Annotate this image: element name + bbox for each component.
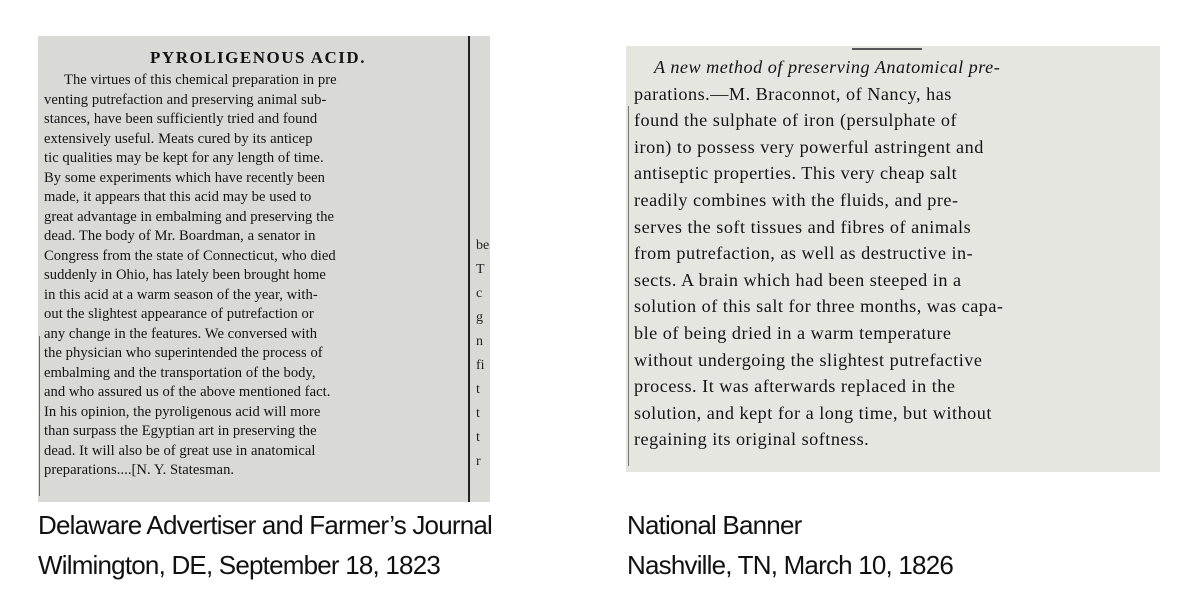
article-headline: PYROLIGENOUS ACID. [150,48,366,67]
article-body [44,71,472,481]
article-line: venting putrefaction and preserving animal sub- [44,91,327,108]
article-line: serves the soft tissues and fibres of animals [634,216,972,237]
adjacent-column-char: t [476,406,480,421]
article-line: By some experiments which have recently been [44,169,326,186]
article-line: regaining its original softness. [634,429,870,450]
article-line: the physician who superintended the process of [44,345,323,361]
article-line: dead. The body of Mr. Boardman, a senator in [44,228,316,244]
adjacent-column-char: T [476,262,485,277]
article-line: In his opinion, the pyroligenous acid will more [44,403,321,420]
adjacent-column-char: fi [476,358,485,373]
adjacent-column-char: r [476,454,481,469]
adjacent-column-char: t [476,430,480,445]
article-line: tic qualities may be kept for any length of time. [44,150,324,166]
caption-delaware-advertiser [38,505,492,585]
column-rule-left [628,106,629,466]
article-line: sects. A brain which had been steeped in a [634,269,962,290]
article-pyroligenous-acid [44,48,472,481]
article-line: great advantage in embalming and preserving the [44,208,335,225]
article-line: antiseptic properties. This very cheap salt [634,163,958,184]
article-anatomical-preparations [634,54,1154,453]
article-line: solution, and kept for a long time, but without [634,402,992,423]
article-line: embalming and the transportation of the body, [44,364,316,381]
newspaper-clipping-delaware-advertiser [38,36,490,502]
article-line: dead. It will also be of great use in anatomical [44,442,316,459]
caption-place-date: Wilmington, DE, September 18, 1823 [38,550,441,580]
adjacent-column-char: g [476,310,483,325]
adjacent-column-char: n [476,334,483,349]
article-lead-italic: A new method of preserving Anatomical pre- [654,57,1001,77]
article-line: than surpass the Egyptian art in preserving the [44,423,317,439]
article-line: iron) to possess very powerful astringent and [634,136,984,157]
article-line: found the sulphate of iron (persulphate of [634,110,958,131]
caption-place-date: Nashville, TN, March 10, 1826 [627,550,954,580]
article-line: solution of this salt for three months, was capa- [634,296,1004,317]
article-line: without undergoing the slightest putrefactive [634,349,983,370]
newspaper-clipping-national-banner [626,46,1160,472]
article-line: suddenly in Ohio, has lately been brought home [44,267,326,283]
article-line: and who assured us of the above mentioned fact. [44,384,331,400]
adjacent-column-char: t [476,382,480,397]
column-rule-left-margin [39,336,40,496]
caption-publication: National Banner [627,510,802,540]
article-line: Congress from the state of Connecticut, who died [44,247,336,264]
article-line: process. It was afterwards replaced in the [634,376,956,397]
article-line: extensively useful. Meats cured by its anticep [44,130,313,147]
article-line: made, it appears that this acid may be used to [44,189,312,205]
adjacent-column-char: c [476,286,483,301]
article-line: from putrefaction, as well as destructive in- [634,243,974,264]
article-line: ble of being dried in a warm temperature [634,322,952,343]
article-line: parations.—M. Braconnot, of Nancy, has [634,83,952,104]
top-rule [852,48,922,50]
article-body [634,81,1154,453]
article-line: The virtues of this chemical preparation in pre [64,72,337,88]
article-line: in this acid at a warm season of the year, with- [44,286,318,303]
caption-publication: Delaware Advertiser and Farmer’s Journal [38,510,493,540]
article-line: out the slightest appearance of putrefaction or [44,306,314,322]
adjacent-column-char: be [476,238,490,253]
article-line: any change in the features. We conversed with [44,325,318,342]
article-line: readily combines with the fluids, and pre- [634,189,959,210]
article-line: stances, have been sufficiently tried and found [44,111,318,127]
article-line: preparations....[N. Y. Statesman. [44,462,235,478]
caption-national-banner [627,505,953,585]
